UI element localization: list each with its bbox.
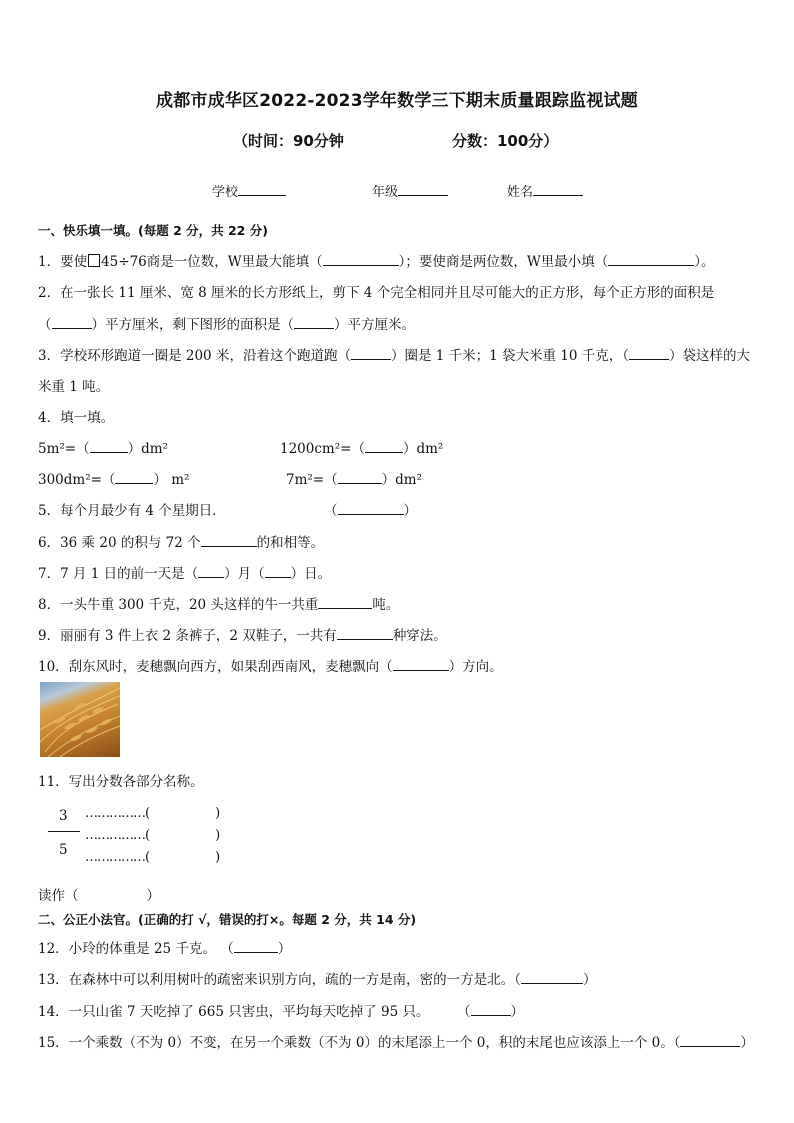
q1-text-d: ）。	[694, 254, 715, 270]
q4-item-1	[38, 437, 168, 457]
q11-close-1: )	[215, 806, 220, 821]
question-10	[38, 655, 503, 675]
q8-text-a: 8．一头牛重 300 千克，20 头这样的牛一共重	[38, 597, 319, 613]
q2-blank-2[interactable]	[294, 316, 334, 329]
q3-blank-2[interactable]	[629, 347, 669, 360]
question-5: 5．每个月最少有 4 个星期日．	[38, 503, 226, 519]
q13-text: 13．在森林中可以利用树叶的疏密来识别方向，疏的一方是南，密的一方是北。（	[38, 972, 521, 988]
q6-blank[interactable]	[201, 534, 257, 547]
question-8	[38, 593, 399, 613]
q13-close: ）	[582, 972, 597, 988]
fraction-denominator: 5	[59, 842, 68, 858]
q5-open: （	[324, 503, 338, 519]
q8-blank[interactable]	[318, 596, 372, 609]
q12-text: 12．小玲的体重是 25 千克。 （	[38, 941, 234, 957]
q10-text-a: 10．刮东风时，麦穗飘向西方，如果刮西南风，麦穗飘向（	[38, 659, 393, 675]
question-3-line1	[38, 344, 750, 364]
q4-4-blank[interactable]	[338, 471, 382, 484]
q11-row-2	[85, 828, 219, 843]
q2-text-a: （	[38, 317, 52, 333]
q4-1-text: 5m²=（	[38, 441, 90, 457]
question-9	[38, 624, 447, 644]
q14-blank[interactable]	[471, 1003, 511, 1016]
q5-blank[interactable]	[338, 502, 404, 515]
q11-row-3	[85, 850, 219, 865]
q8-text-b: 吨。	[372, 597, 400, 613]
grade-blank[interactable]	[398, 183, 448, 196]
q11-dots-3: ……………(	[85, 850, 150, 865]
name-blank[interactable]	[533, 183, 583, 196]
q14-open: （	[457, 1004, 471, 1020]
q7-text-a: 7．7 月 1 日的前一天是（	[38, 566, 199, 582]
q10-text-b: ）方向。	[448, 659, 503, 675]
q4-2-text: 1200cm²=（	[280, 441, 365, 457]
q4-4-text: 7m²=（	[286, 472, 338, 488]
q2-text-b: ）平方厘米，剩下图形的面积是（	[91, 317, 294, 333]
q7-text-b: ）月（	[224, 566, 265, 582]
section2-heading: 二、公正小法官。(正确的打 √，错误的打×。每题 2 分，共 14 分)	[38, 912, 417, 927]
q5-answer	[324, 499, 417, 519]
question-4-heading: 4．填一填。	[38, 410, 115, 426]
name-label: 姓名	[507, 185, 534, 200]
exam-time: （时间：90分钟	[233, 132, 344, 150]
q4-item-3	[38, 468, 189, 488]
question-15	[38, 1031, 754, 1051]
question-7	[38, 562, 331, 582]
q1-blank-1[interactable]	[323, 253, 399, 266]
q3-text-b: ）圈是 1 千米；1 袋大米重 10 千克，（	[390, 348, 630, 364]
question-3-line2: 米重 1 吨。	[38, 379, 110, 395]
q1-text-b: 45÷76商是一位数，W里最大能填（	[101, 254, 323, 270]
q7-blank-1[interactable]	[198, 565, 224, 578]
q4-3-blank[interactable]	[115, 471, 153, 484]
q9-blank[interactable]	[337, 627, 393, 640]
grade-label: 年级	[372, 185, 399, 200]
question-2-line1: 2．在一张长 11 厘米、宽 8 厘米的长方形纸上，剪下 4 个完全相同并且尽可能大的正方形，每个正方形的面积是	[38, 285, 715, 301]
fraction-numerator: 3	[59, 808, 68, 824]
question-6	[38, 531, 324, 551]
q11-close-3: )	[215, 850, 220, 865]
q14-close: ）	[510, 1004, 524, 1020]
q3-blank-1[interactable]	[351, 347, 391, 360]
q3-text-c: ）袋这样的大	[669, 348, 751, 364]
q11-read-label: 读作（	[38, 888, 79, 904]
q6-text-a: 6．36 乘 20 的积与 72 个	[38, 535, 201, 551]
q4-1-blank[interactable]	[90, 440, 128, 453]
q10-blank[interactable]	[393, 658, 449, 671]
q4-1-unit: ）dm²	[127, 441, 168, 457]
q7-blank-2[interactable]	[265, 565, 291, 578]
question-1	[38, 250, 715, 270]
page-title: 成都市成华区2022-2023学年数学三下期末质量跟踪监视试题	[156, 91, 638, 111]
q3-text-a: 3．学校环形跑道一圈是 200 米，沿着这个跑道跑（	[38, 348, 351, 364]
fraction-bar	[48, 831, 80, 832]
q15-close: ）	[740, 1035, 754, 1051]
square-box-icon	[88, 254, 100, 267]
question-12	[38, 937, 291, 957]
q1-text-c: ）；要使商是两位数，W里最小填（	[398, 254, 609, 270]
q4-item-2	[280, 437, 443, 457]
question-14: 14．一只山雀 7 天吃掉了 665 只害虫，平均每天吃掉了 95 只。	[38, 1004, 430, 1020]
q11-read-close: ）	[146, 888, 160, 904]
question-13	[38, 968, 596, 988]
q2-text-c: ）平方厘米。	[334, 317, 415, 333]
q11-dots-1: ……………(	[85, 806, 150, 821]
grade-field[interactable]	[372, 181, 448, 200]
q14-answer	[457, 1000, 524, 1020]
q12-close: ）	[277, 941, 292, 957]
q1-blank-2[interactable]	[608, 253, 694, 266]
q15-blank[interactable]	[680, 1034, 740, 1047]
wheat-icon	[40, 682, 120, 757]
q11-row-1	[85, 806, 219, 821]
school-blank[interactable]	[238, 183, 286, 196]
q5-close: ）	[403, 503, 417, 519]
q13-blank[interactable]	[521, 971, 583, 984]
q9-text-b: 种穿法。	[392, 628, 447, 644]
school-field[interactable]	[212, 181, 286, 200]
q6-text-b: 的和相等。	[256, 535, 325, 551]
q4-3-unit: ） m²	[153, 472, 190, 488]
name-field[interactable]	[507, 181, 583, 200]
q11-dots-2: ……………(	[85, 828, 150, 843]
q11-read-row	[38, 884, 160, 904]
wheat-image	[40, 682, 120, 757]
q4-3-text: 300dm²=（	[38, 472, 116, 488]
q4-2-unit: ）dm²	[402, 441, 444, 457]
section1-heading: 一、快乐填一填。(每题 2 分，共 22 分)	[38, 223, 268, 238]
q15-text: 15．一个乘数（不为 0）不变，在另一个乘数（不为 0）的末尾添上一个 0，积的末尾也应该添上一个 0。（	[38, 1035, 681, 1051]
q9-text-a: 9．丽丽有 3 件上衣 2 条裤子，2 双鞋子，一共有	[38, 628, 337, 644]
question-2-line2	[38, 313, 415, 333]
q7-text-c: ）日。	[290, 566, 332, 582]
q2-blank-1[interactable]	[52, 316, 92, 329]
q1-text-a: 1．要使	[38, 254, 88, 270]
school-label: 学校	[212, 185, 239, 200]
exam-score: 分数：100分）	[452, 132, 559, 150]
q4-4-unit: ）dm²	[381, 472, 422, 488]
q4-item-4	[286, 468, 422, 488]
question-11-heading: 11．写出分数各部分名称。	[38, 774, 204, 790]
q11-close-2: )	[215, 828, 220, 843]
q12-blank[interactable]	[234, 940, 278, 953]
q4-2-blank[interactable]	[365, 440, 403, 453]
